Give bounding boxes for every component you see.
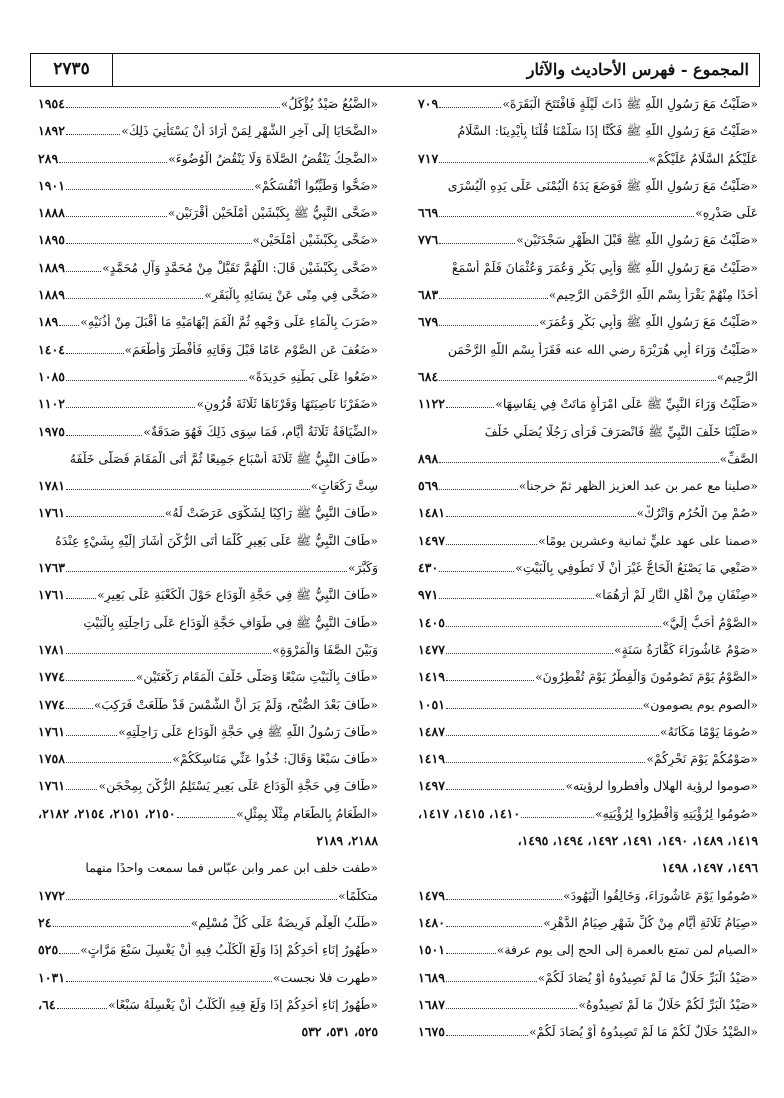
leader-dots bbox=[446, 943, 496, 954]
entry-page-ref: ١١٠٢ bbox=[38, 396, 66, 412]
entry-page-ref: ١٨٨٩ bbox=[38, 287, 66, 303]
entry-text: «صَيْدُ الْبَرِّ لَكُمْ حَلَالٌ مَا لَمْ تَصِيدُوهُ» bbox=[578, 996, 758, 1012]
entry-text: «طهرت فلا نجست» bbox=[272, 969, 378, 985]
entry-page-ref: ١٧٦١ bbox=[38, 778, 66, 794]
entry-text: «صِيَامُ ثَلَاثَةِ أَيَّامٍ مِنْ كُلِّ شَهْرٍ صِيَامُ الدَّهْرِ» bbox=[543, 914, 758, 930]
entry-text: «طَافَ النَّبِيُّ ﷺ عَلَى بَعِيرٍ كُلَّمَا أَتَى الرُّكْنَ أَشَارَ إِلَيْهِ بِشَيْءٍ عِنْدَهُ bbox=[55, 532, 378, 548]
leader-dots bbox=[439, 370, 715, 381]
leader-dots bbox=[66, 561, 347, 572]
entry-page-ref: ١٥٠١ bbox=[418, 942, 446, 958]
entry-text: «صلينا مع عمر بن عبد العزيز الظهر ثمّ خرجنا» bbox=[518, 478, 758, 494]
leader-dots bbox=[66, 233, 251, 244]
entry-text: «طَافَ النَّبِيُّ ﷺ فِي طَوَافِ حَجَّةِ الْوَدَاعِ عَلَى رَاحِلَتِهِ بِالْبَيْتِ bbox=[83, 614, 378, 630]
entry-page-ref: ٩٧١ bbox=[418, 587, 439, 603]
leader-dots bbox=[66, 97, 280, 108]
leader-dots bbox=[439, 561, 514, 572]
entry-text: «صُومُوا يَوْمَ عَاشُورَاءَ، وَخَالِفُوا الْيَهُودَ» bbox=[563, 887, 758, 903]
leader-dots bbox=[59, 943, 79, 954]
entry-line bbox=[418, 342, 758, 358]
entry-page-ref: ١٧٦١ bbox=[38, 587, 66, 603]
index-entry bbox=[418, 424, 758, 467]
entry-text: «ضَحَّى النَّبِيُّ ﷺ بِكَبْشَيْنِ أَمْلَحَيْنِ أَقْرَنَيْنِ» bbox=[167, 205, 378, 221]
entry-page-ref: ٢٨٩ bbox=[38, 150, 59, 166]
entry-page-ref: ٢٤ bbox=[38, 914, 52, 930]
entry-text: «الصَّوْمُ يَوْمَ تَصُومُونَ وَالْفِطْرُ يَوْمَ تُفْطِرُونَ» bbox=[535, 669, 758, 685]
leader-dots bbox=[439, 233, 515, 244]
page-header bbox=[30, 53, 760, 87]
entry-page-ref: ٦٨٣ bbox=[418, 287, 439, 303]
header-title: المجموع - فهرس الأحاديث والآثار bbox=[526, 60, 749, 79]
entry-text: «طَافَ بَعْدَ الصُّبْحِ، وَلَمْ يَرَ أَنَّ الشَّمْسَ قَدْ طَلَعَتْ فَرَكِبَ» bbox=[93, 696, 378, 712]
entry-page-ref: ٦٨٤ bbox=[418, 368, 439, 384]
leader-dots bbox=[439, 206, 694, 217]
index-column-left bbox=[38, 96, 378, 1051]
index-entry bbox=[418, 178, 758, 221]
index-entry bbox=[418, 724, 758, 740]
entry-text: «طَافَ سَبْعًا وَقَالَ: خُذُوا عَنِّي مَنَاسِكَكُمْ» bbox=[172, 751, 378, 767]
entry-page-ref: ٢١٥٠، ٢١٥١، ٢١٥٤، ٢١٨٢، bbox=[38, 805, 176, 821]
entry-text: «ضَعُفَ عَنِ الصَّوْمِ عَامًا قَبْلَ وَفَاتِهِ فَأَفْطَرَ وَأَطْعَمَ» bbox=[124, 341, 378, 357]
leader-dots bbox=[439, 452, 718, 463]
page-refs-continued: ٥٢٥، ٥٣١، ٥٣٢ bbox=[301, 1024, 378, 1040]
entry-text-continued: عَلَيْكُمُ السَّلَامُ عَلَيْكُمْ» bbox=[648, 150, 758, 166]
entry-text-continued: عَلَى صَدْرِهِ» bbox=[695, 205, 758, 221]
index-entry bbox=[38, 751, 378, 767]
entry-text: «صَلَّيْتُ وَرَاءَ أَبِي هُرَيْرَةَ رضي الله عنه فَقَرَأَ بِسْمِ اللَّهِ الرَّحْمَنِ bbox=[447, 341, 758, 357]
index-entry bbox=[418, 642, 758, 658]
leader-dots bbox=[66, 670, 135, 681]
index-entry bbox=[418, 669, 758, 685]
leader-dots bbox=[66, 397, 195, 408]
leader-dots bbox=[66, 779, 97, 790]
entry-text: «صُومَا يَوْمًا مَكَانَهُ» bbox=[660, 723, 758, 739]
index-entry bbox=[38, 451, 378, 494]
entry-page-ref: ١٩٠١ bbox=[38, 177, 66, 193]
index-entry bbox=[38, 178, 378, 194]
leader-dots bbox=[66, 643, 271, 654]
leader-dots bbox=[446, 1025, 528, 1036]
index-entry bbox=[418, 342, 758, 385]
entry-line bbox=[38, 478, 378, 494]
index-entry bbox=[418, 314, 758, 330]
index-entry bbox=[38, 205, 378, 221]
entry-page-ref: ١٦٧٥ bbox=[418, 1024, 446, 1040]
entry-text: «صمنا على عهد عليٍّ ثمانية وعشرين يومًا» bbox=[538, 532, 758, 548]
entry-page-ref: ١٦٨٧ bbox=[418, 996, 446, 1012]
entry-text: «طَافَ النَّبِيُّ ﷺ فِي حَجَّةِ الْوَدَاعِ حَوْلَ الْكَعْبَةِ عَلَى بَعِيرٍ» bbox=[97, 587, 378, 603]
entry-text-continued: متكلّمًا» bbox=[338, 887, 378, 903]
entry-text: «صُومُوا لِرُؤْيَتِهِ وَأَفْطِرُوا لِرُؤْيَتِهِ» bbox=[594, 805, 758, 821]
entry-page-ref: ١٨٩ bbox=[38, 314, 59, 330]
page-refs-continued: ٢١٨٨، ٢١٨٩ bbox=[316, 833, 378, 849]
entry-page-ref: ١٨٨٨ bbox=[38, 205, 66, 221]
entry-page-ref: ٦٤، bbox=[38, 996, 56, 1012]
index-entry bbox=[38, 697, 378, 713]
leader-dots bbox=[439, 152, 647, 163]
entry-text: «صَنْعِي مَا يَصْنَعُ الْحَاجُّ غَيْرَ أَنْ لَا تَطُوفِي بِالْبَيْتِ» bbox=[515, 560, 758, 576]
index-entry bbox=[38, 970, 378, 986]
leader-dots bbox=[66, 425, 142, 436]
leader-dots bbox=[53, 916, 190, 927]
index-entry bbox=[38, 997, 378, 1013]
entry-text-continued: أَحَدًا مِنْهُمْ يَقْرَأُ بِسْمِ اللَّهِ الرَّحْمَنِ الرَّحِيمِ» bbox=[548, 287, 758, 303]
entry-text: «صوموا لرؤية الهلال وأفطروا لرؤيته» bbox=[565, 778, 758, 794]
page-number: ٢٧٣٥ bbox=[31, 54, 113, 86]
entry-text: «ضَرَبَ بِالْمَاءِ عَلَى وَجْهِهِ ثُمَّ الْفَمَ إِبْهَامَيْهِ مَا أَقْبَلَ مِنْ أُذُنَيْهِ» bbox=[80, 314, 378, 330]
entry-text: «طَلَبُ الْعِلْمِ فَرِيضَةٌ عَلَى كُلِّ مُسْلِمٍ» bbox=[190, 914, 378, 930]
index-entry bbox=[38, 151, 378, 167]
entry-line bbox=[418, 424, 758, 440]
entry-text: «طَافَ النَّبِيُّ ﷺ ثَلَاثَةَ أَسْبَاعٍ جَمِيعًا ثُمَّ أَتَى الْمَقَامَ فَصَلَّى خَلْفَهُ bbox=[69, 450, 378, 466]
entry-text: «طُهُورُ إِنَاءِ أَحَدِكُمْ إِذَا وَلَغَ الْكَلْبُ فِيهِ أَنْ يَغْسِلَ سَبْعَ مَرَّاتٍ» bbox=[80, 942, 378, 958]
entry-text-continued: وَكَبَّرَ» bbox=[347, 560, 378, 576]
index-entry bbox=[418, 915, 758, 931]
entry-text: «صَلَّيْتُ مَعَ رَسُولِ اللَّهِ ﷺ فَكُنَّا إِذَا سَلَّمْنَا قُلْنَا بِأَيْدِينَا: السَّلَامُ bbox=[457, 123, 758, 139]
entry-text-continued: سِتَّ رَكَعَاتٍ» bbox=[310, 478, 378, 494]
leader-dots bbox=[446, 971, 537, 982]
entry-text: «صَلَّيْتُ مَعَ رَسُولِ اللَّهِ ﷺ ذَاتَ لَيْلَةٍ فَافْتَتَحَ الْبَقَرَةَ» bbox=[502, 96, 758, 111]
index-entry bbox=[418, 232, 758, 248]
index-entry bbox=[418, 697, 758, 713]
index-entry bbox=[418, 806, 758, 822]
leader-dots bbox=[66, 752, 171, 763]
leader-dots bbox=[439, 479, 517, 490]
leader-dots bbox=[446, 998, 577, 1009]
entry-text: «الضَّحِكُ يَنْقُضُ الصَّلَاةَ وَلَا يَنْقُضُ الْوُضُوءَ» bbox=[168, 150, 378, 166]
leader-dots bbox=[59, 152, 167, 163]
index-entry bbox=[418, 560, 758, 576]
leader-dots bbox=[439, 315, 538, 326]
leader-dots bbox=[66, 124, 120, 135]
index-entry bbox=[38, 123, 378, 139]
entry-text: «ضَعُوا عَلَى بَطْنِهِ حَدِيدَةً» bbox=[248, 368, 378, 384]
entry-text: «صَلَّيْتُ مَعَ رَسُولِ اللَّهِ ﷺ قَبْلَ الظُّهْرِ سَجْدَتَيْنِ» bbox=[516, 232, 758, 248]
index-entry bbox=[418, 505, 758, 521]
entry-page-ref: ١٠٣١ bbox=[38, 969, 66, 985]
index-entry bbox=[38, 287, 378, 303]
entry-text: «الطَّعَامُ بِالطَّعَامِ مِثْلًا بِمِثْلٍ» bbox=[236, 805, 378, 821]
entry-text: «الضَّحَايَا إِلَى آخِرِ الشَّهْرِ لِمَنْ أَرَادَ أَنْ يَسْتَأْنِيَ ذَلِكَ» bbox=[121, 123, 378, 139]
entry-text: «ضَفَرْنَا نَاصِيَتَهَا وَقَرْنَاهَا ثَلَاثَةَ قُرُونٍ» bbox=[196, 396, 378, 412]
entry-text-continued: الصَّفِّ» bbox=[719, 450, 758, 466]
index-entry bbox=[418, 533, 758, 549]
leader-dots bbox=[66, 288, 203, 299]
index-entry bbox=[418, 123, 758, 166]
leader-dots bbox=[446, 725, 659, 736]
leader-dots bbox=[446, 670, 534, 681]
entry-text: «طَافَ بِالْبَيْتِ سَبْعًا وَصَلَّى خَلْفَ الْمَقَامِ رَكْعَتَيْنِ» bbox=[135, 669, 378, 685]
leader-dots bbox=[439, 97, 501, 108]
index-entry bbox=[418, 587, 758, 603]
index-entry bbox=[418, 970, 758, 986]
entry-page-ref: ٥٢٥ bbox=[38, 942, 59, 958]
index-entry bbox=[38, 424, 378, 440]
leader-dots bbox=[446, 752, 645, 763]
entry-page-ref: ١٨٩٢ bbox=[38, 123, 66, 139]
entry-page-ref: ١٠٨٥ bbox=[38, 368, 66, 384]
entry-text-continued: وَبَيْنَ الصَّفَا وَالْمَرْوَةِ» bbox=[272, 641, 378, 657]
index-entry bbox=[38, 232, 378, 248]
entry-page-ref: ١٤٧٩ bbox=[418, 887, 446, 903]
index-entry bbox=[38, 587, 378, 603]
leader-dots bbox=[66, 206, 167, 217]
leader-dots bbox=[446, 506, 635, 517]
index-entry bbox=[38, 533, 378, 576]
entry-text: «ضَحَّى فِي مِنًى عَنْ نِسَائِهِ بِالْبَقَرِ» bbox=[204, 287, 378, 303]
leader-dots bbox=[66, 343, 123, 354]
entry-page-ref: ١٧٥٨ bbox=[38, 751, 66, 767]
entry-page-ref: ١٧٨١ bbox=[38, 641, 66, 657]
index-entry bbox=[38, 860, 378, 903]
entry-page-ref: ١٤٩٧ bbox=[418, 532, 446, 548]
entry-page-ref: ١٧٧٤ bbox=[38, 669, 66, 685]
entry-line bbox=[38, 533, 378, 549]
entry-page-ref: ٧١٧ bbox=[418, 150, 439, 166]
leader-dots bbox=[446, 779, 564, 790]
index-entry bbox=[418, 942, 758, 958]
entry-page-ref: ١٤٩٧ bbox=[418, 778, 446, 794]
leader-dots bbox=[59, 315, 79, 326]
entry-line bbox=[418, 287, 758, 303]
index-entry bbox=[38, 96, 378, 112]
entry-page-ref: ١٤٠٤ bbox=[38, 341, 66, 357]
entry-line bbox=[418, 178, 758, 194]
index-entry bbox=[38, 260, 378, 276]
entry-page-ref: ١٤١٩ bbox=[418, 751, 446, 767]
entry-line bbox=[418, 260, 758, 276]
index-entry bbox=[38, 314, 378, 330]
index-entry bbox=[38, 342, 378, 358]
entry-text: «طُهُورُ إِنَاءِ أَحَدِكُمْ إِذَا وَلَغَ فِيهِ الْكَلْبُ أَنْ يَغْسِلَهُ سَبْعًا» bbox=[108, 996, 378, 1012]
entry-line bbox=[38, 642, 378, 658]
leader-dots bbox=[446, 643, 613, 654]
entry-text: «الصَّيْدُ حَلَالٌ لَكُمْ مَا لَمْ تَصِيدُوهُ أَوْ يُصَادَ لَكُمْ» bbox=[529, 1024, 758, 1040]
leader-dots bbox=[446, 616, 661, 627]
page-refs-continued: ١٤١٩، ١٤٨٩، ١٤٩٠، ١٤٩١، ١٤٩٢، ١٤٩٤، ١٤٩٥، bbox=[517, 833, 758, 849]
entry-page-ref: ١٤٠٥ bbox=[418, 614, 446, 630]
index-entry bbox=[38, 778, 378, 794]
index-entry bbox=[418, 615, 758, 631]
leader-dots bbox=[177, 807, 235, 818]
leader-dots bbox=[521, 807, 594, 818]
entry-page-ref: ١١٢٢ bbox=[418, 396, 446, 412]
entry-page-ref: ١٠٥١ bbox=[418, 696, 446, 712]
index-entry bbox=[38, 724, 378, 740]
leader-dots bbox=[66, 479, 310, 490]
leader-dots bbox=[439, 588, 593, 599]
entry-text: «صَلَّيْنَا خَلْفَ النَّبِيِّ ﷺ فَانْصَرَفَ فَرَأَى رَجُلًا يُصَلِّي خَلْفَ bbox=[484, 423, 758, 439]
entry-page-ref: ١٤١٩ bbox=[418, 669, 446, 685]
entry-text: «صَلَّيْتُ مَعَ رَسُولِ اللَّهِ ﷺ وَأَبِي بَكْرٍ وَعُمَرَ وَعُثْمَانَ فَلَمْ أَسْمَعْ bbox=[451, 259, 758, 275]
entry-page-ref: ١٧٨١ bbox=[38, 478, 66, 494]
entry-text: «طَافَ النَّبِيُّ ﷺ رَاكِبًا لِشَكْوَى عَرَضَتْ لَهُ» bbox=[164, 505, 378, 521]
index-entry bbox=[418, 478, 758, 494]
entry-text: «صَيْدُ الْبَرِّ حَلَالٌ مَا لَمْ تَصِيدُوهُ أَوْ يُصَادَ لَكُمْ» bbox=[537, 969, 758, 985]
entry-page-ref: ٧٠٩ bbox=[418, 96, 439, 111]
entry-page-ref: ١٧٧٢ bbox=[38, 887, 66, 903]
entry-page-ref: ٤٣٠ bbox=[418, 560, 439, 576]
entry-text: «ضَحَّى بِكَبْشَيْنِ قَالَ: اللَّهُمَّ تَقَبَّلْ مِنْ مُحَمَّدٍ وَآلِ مُحَمَّدٍ» bbox=[102, 259, 378, 275]
leader-dots bbox=[66, 725, 117, 736]
entry-text: «الضِّيَافَةُ ثَلَاثَةُ أَيَّامٍ، فَمَا سِوَى ذَلِكَ فَهُوَ صَدَقَةٌ» bbox=[143, 423, 378, 439]
entry-page-ref: ٨٩٨ bbox=[418, 450, 439, 466]
entry-text: «صُمْ مِنَ الْحُرُمِ وَاتْرُكْ» bbox=[636, 505, 758, 521]
entry-text: «صَلَّيْتُ مَعَ رَسُولِ اللَّهِ ﷺ وَأَبِي بَكْرٍ وَعُمَرَ» bbox=[539, 314, 758, 330]
entry-text: «طفت خلف ابن عمر وابن عبّاس فما سمعت واحدًا منهما bbox=[85, 860, 378, 876]
index-entry bbox=[38, 369, 378, 385]
index-entry bbox=[418, 997, 758, 1013]
leader-dots bbox=[66, 889, 337, 900]
entry-line bbox=[38, 560, 378, 576]
index-entry bbox=[38, 942, 378, 958]
entry-text: «الضَّبُعُ صَيْدٌ يُؤْكَلُ» bbox=[280, 96, 378, 111]
entry-page-ref: ٦٧٩ bbox=[418, 314, 439, 330]
leader-dots bbox=[66, 971, 272, 982]
entry-page-ref: ١٧٦١ bbox=[38, 505, 66, 521]
entry-page-ref: ١٤١٠، ١٤١٥، ١٤١٧، bbox=[418, 805, 521, 821]
page-refs-continued: ١٤٩٦، ١٤٩٧، ١٤٩٨ bbox=[661, 860, 758, 876]
leader-dots bbox=[446, 916, 542, 927]
entry-text: «الصوم يوم يصومون» bbox=[642, 696, 758, 712]
entry-text: «الصيام لمن تمتع بالعمرة إلى الحج إلى يوم عرفة» bbox=[496, 942, 758, 958]
entry-text: «صِنْفَانِ مِنْ أَهْلِ النَّارِ لَمْ أَرَهُمَا» bbox=[594, 587, 758, 603]
leader-dots bbox=[446, 397, 494, 408]
entry-page-ref: ١٤٨٠ bbox=[418, 914, 446, 930]
index-entry bbox=[418, 751, 758, 767]
leader-dots bbox=[66, 179, 253, 190]
entry-text: «صَلَّيْتُ مَعَ رَسُولِ اللَّهِ ﷺ فَوَضَعَ يَدَهُ الْيُمْنَى عَلَى يَدِهِ الْيُسْرَى bbox=[447, 177, 758, 193]
entry-line bbox=[418, 451, 758, 467]
entry-line bbox=[38, 860, 378, 876]
index-entry bbox=[418, 396, 758, 412]
entry-line bbox=[418, 369, 758, 385]
index-entry bbox=[38, 615, 378, 658]
entry-line bbox=[418, 151, 758, 167]
entry-page-ref: ١٩٧٥ bbox=[38, 423, 66, 439]
entry-page-ref: ٧٧٦ bbox=[418, 232, 439, 248]
leader-dots bbox=[439, 288, 547, 299]
entry-page-ref: ١٤٨١ bbox=[418, 505, 446, 521]
entry-page-ref: ٥٦٩ bbox=[418, 478, 439, 494]
leader-dots bbox=[66, 370, 247, 381]
entry-text: «ضَحُّوا وَطَيِّبُوا أَنْفُسَكُمْ» bbox=[254, 177, 378, 193]
index-entry bbox=[418, 888, 758, 904]
entry-page-ref: ١٦٨٩ bbox=[418, 969, 446, 985]
entry-text-continued: الرَّحِيمِ» bbox=[716, 368, 758, 384]
leader-dots bbox=[66, 261, 101, 272]
entry-text: «صَوْمُكُمْ يَوْمَ نَحْرِكُمْ» bbox=[646, 751, 758, 767]
entry-text: «صَوْمُ عَاشُورَاءَ كَفَّارَةُ سَنَةٍ» bbox=[614, 641, 758, 657]
index-entry bbox=[38, 505, 378, 521]
entry-text: «صَلَّيْتُ وَرَاءَ النَّبِيِّ ﷺ عَلَى امْرَأَةٍ مَاتَتْ فِي نِفَاسِهَا» bbox=[495, 396, 758, 412]
entry-text: «طَافَ رَسُولُ اللَّهِ ﷺ فِي حَجَّةِ الْوَدَاعِ عَلَى رَاحِلَتِهِ» bbox=[118, 723, 378, 739]
index-entry bbox=[38, 915, 378, 931]
index-entry bbox=[418, 778, 758, 794]
entry-page-ref: ١٩٥٤ bbox=[38, 96, 66, 111]
entry-text: «طَافَ فِي حَجَّةِ الْوَدَاعِ عَلَى بَعِيرٍ يَسْتَلِمُ الرُّكْنَ بِمِحْجَنٍ» bbox=[98, 778, 378, 794]
entry-page-ref: ١٧٦٣ bbox=[38, 560, 66, 576]
entry-line bbox=[38, 888, 378, 904]
entry-page-ref: ٦٦٩ bbox=[418, 205, 439, 221]
entry-page-ref: ١٨٨٩ bbox=[38, 259, 66, 275]
index-entry bbox=[418, 1024, 758, 1040]
leader-dots bbox=[66, 588, 96, 599]
entry-page-ref: ١٧٦١ bbox=[38, 723, 66, 739]
entry-page-ref: ١٨٩٥ bbox=[38, 232, 66, 248]
entry-text: «ضَحَّى بِكَبْشَيْنِ أَمْلَحَيْنِ» bbox=[252, 232, 378, 248]
index-entry bbox=[38, 806, 378, 822]
leader-dots bbox=[66, 698, 93, 709]
entry-line bbox=[38, 451, 378, 467]
leader-dots bbox=[446, 889, 562, 900]
index-entry bbox=[418, 260, 758, 303]
index-entry bbox=[38, 669, 378, 685]
leader-dots bbox=[446, 534, 537, 545]
index-entry bbox=[38, 396, 378, 412]
entry-page-ref: ١٤٨٧ bbox=[418, 723, 446, 739]
entry-text: «الصَّوْمُ أَحَبُّ إِلَيَّ» bbox=[662, 614, 758, 630]
index-entry bbox=[418, 96, 758, 112]
leader-dots bbox=[66, 506, 164, 517]
entry-line bbox=[418, 123, 758, 139]
leader-dots bbox=[57, 998, 108, 1009]
leader-dots bbox=[446, 698, 642, 709]
index-column-right bbox=[418, 96, 758, 1051]
entry-line bbox=[418, 205, 758, 221]
entry-line bbox=[38, 615, 378, 631]
entry-page-ref: ١٤٧٧ bbox=[418, 641, 446, 657]
entry-page-ref: ١٧٧٤ bbox=[38, 696, 66, 712]
